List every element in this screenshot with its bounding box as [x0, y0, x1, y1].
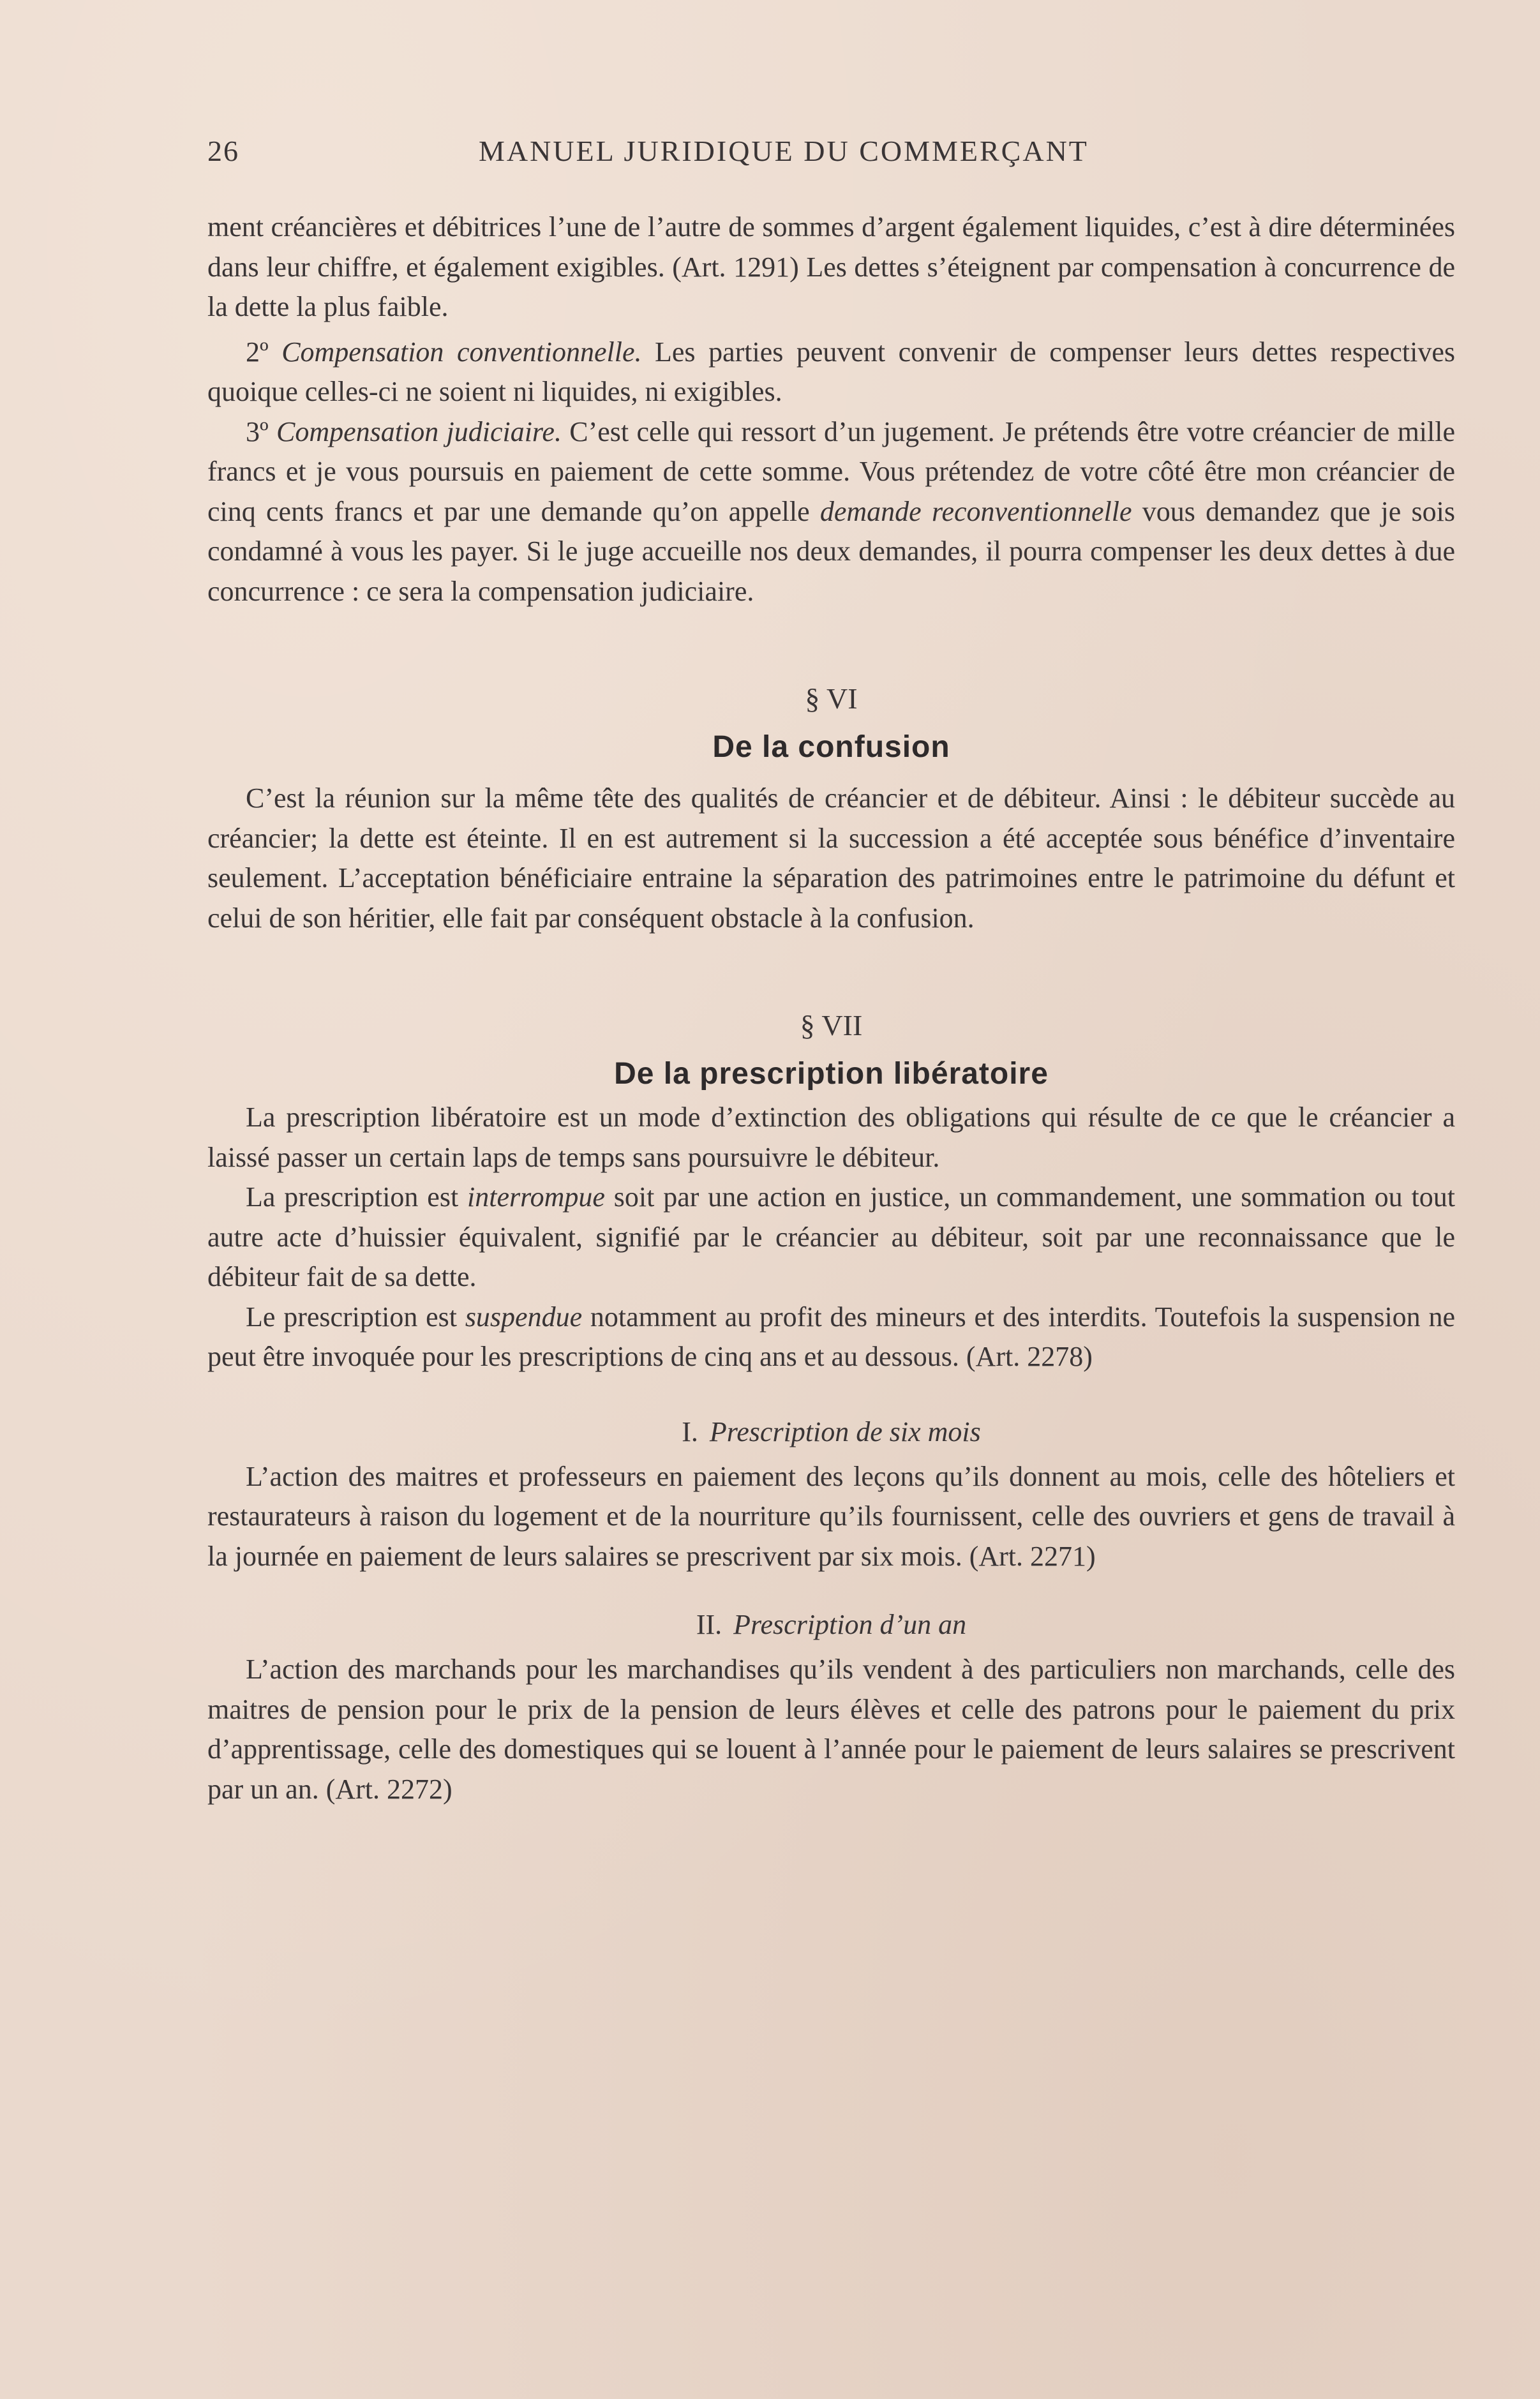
- italic-term: interrompue: [467, 1181, 605, 1213]
- paragraph-compensation-judiciaire: [207, 412, 1455, 612]
- section-title-confusion: De la confusion: [712, 730, 950, 764]
- paragraph-compensation-conventionnelle: [207, 333, 1455, 412]
- italic-term: suspendue: [465, 1301, 583, 1333]
- paragraph-prescription-definition: La prescription libératoire est un mode d’extinction des obligations qui résulte de ce que le créancier a laissé passer un certain laps de temps sans poursuivre le débiteur.: [207, 1102, 1455, 1173]
- subheading-italic: Compensation conventionnelle.: [281, 336, 642, 368]
- subsection-number: I.: [682, 1416, 698, 1447]
- italic-term: demande reconventionnelle: [819, 495, 1132, 527]
- running-title: MANUEL JURIDIQUE DU COMMERÇANT: [479, 135, 1089, 167]
- paragraph-number: 2º: [246, 336, 269, 368]
- paragraph-text: La prescription est: [246, 1181, 468, 1213]
- subsection-title-un-an: [207, 1608, 1455, 1641]
- paragraph-text: vous demandez que je sois condamné à vous les payer. Si le juge accueille nos deux demandes, il pourra compenser les deux dettes à due concurrence : ce sera la compensation judiciaire.: [207, 495, 1455, 607]
- subheading-italic: Compensation judiciaire.: [276, 415, 562, 447]
- subsection-title-text: Prescription d’un an: [733, 1609, 967, 1640]
- section-sign-vii: § VII: [800, 1009, 863, 1042]
- paragraph-prescription-suspendue: [207, 1297, 1455, 1377]
- paragraph-text: Les parties peuvent convenir de compenser leurs dettes respectives quoique celles-ci ne soient ni liquides, ni exigibles.: [207, 336, 1455, 407]
- section-sign-vi: § VI: [805, 682, 858, 715]
- paragraph-confusion: C’est la réunion sur la même tête des qualités de créancier et de débiteur. Ainsi : le débiteur succède au créancier; la dette est éteinte. Il en est autrement si la succession a été acceptée sous bénéfice d’inventaire seulement. L’acceptation bénéficiaire entraine la séparation des patrimoines entre le patrimoine du défunt et celui de son héritier, elle fait par conséquent obstacle à la confusion.: [207, 782, 1455, 934]
- page-content: [207, 207, 1455, 1809]
- paragraph-text: C’est celle qui ressort d’un jugement. Je prétends être votre créancier de mille francs et je vous poursuis en paiement de cette somme. Vous prétendez de votre côté être mon créancier de cinq cents francs et par une demande qu’on appelle: [207, 415, 1456, 527]
- page-header: [207, 134, 1452, 172]
- paragraph-text: notamment au profit des mineurs et des interdits. Toutefois la suspension ne peut être invoquée pour les prescriptions de cinq ans et au dessous. (Art. 2278): [207, 1301, 1455, 1372]
- paragraph-compensation-legale: ment créancières et débitrices l’une de l’autre de sommes d’argent également liquides, c’est à dire déterminées dans leur chiffre, et également exigibles. (Art. 1291) Les dettes s’éteignent par compensation à concurrence de la dette la plus faible.: [207, 211, 1455, 322]
- paragraph-number: 3º: [246, 415, 269, 447]
- paragraph-prescription-interrompue: [207, 1177, 1455, 1297]
- section-title-prescription: De la prescription libératoire: [614, 1057, 1049, 1091]
- paragraph-un-an: L’action des marchands pour les marchandises qu’ils vendent à des particuliers non marchands, celle des maitres de pension pour le prix de la pension de leurs élèves et celle des patrons pour le paiement du prix d’apprentissage, celle des domestiques qui se louent à l’année pour le paiement de leurs salaires se prescrivent par un an. (Art. 2272): [207, 1654, 1455, 1805]
- subsection-number: II.: [696, 1609, 722, 1640]
- page-number: 26: [207, 135, 239, 167]
- subsection-title-text: Prescription de six mois: [709, 1416, 981, 1447]
- paragraph-text: Le prescription est: [246, 1301, 465, 1333]
- paragraph-text: soit par une action en justice, un commandement, une sommation ou tout autre acte d’huissier équivalent, signifié par le créancier au débiteur, soit par une reconnaissance que le débiteur fait de sa dette.: [207, 1181, 1455, 1292]
- paragraph-six-mois: L’action des maitres et professeurs en paiement des leçons qu’ils donnent au mois, celle des hôteliers et restaurateurs à raison du logement et de la nourriture qu’ils fournissent, celle des ouvriers et gens de travail à la journée en paiement de leurs salaires se prescrivent par six mois. (Art. 2271): [207, 1460, 1455, 1572]
- subsection-title-six-mois: [207, 1416, 1455, 1448]
